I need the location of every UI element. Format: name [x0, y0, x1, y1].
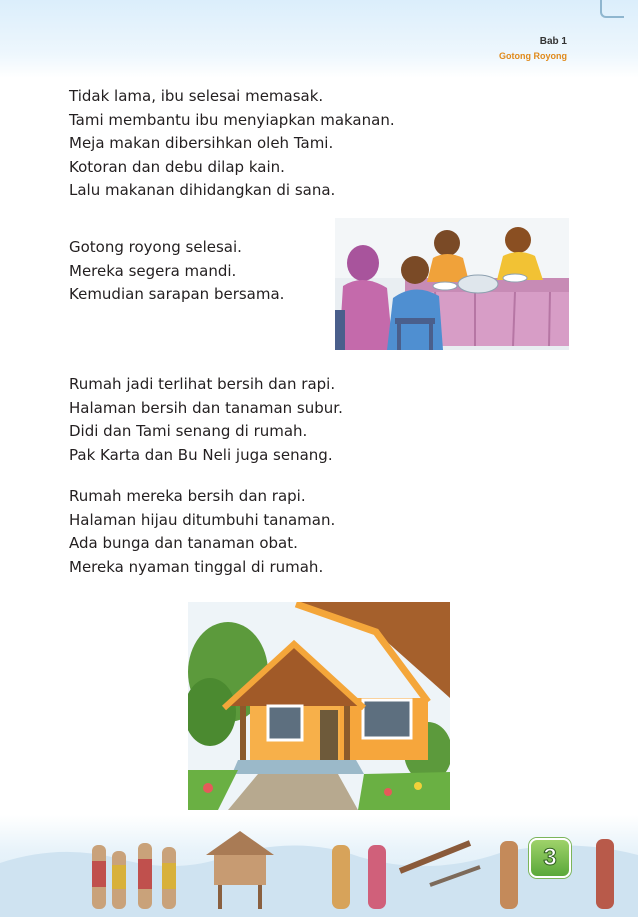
- page-number-badge: [529, 838, 571, 878]
- text-line: Lalu makanan dihidangkan di sana.: [69, 181, 336, 199]
- paragraph-2: [69, 236, 284, 307]
- breakfast-illustration: [335, 218, 569, 350]
- paragraph-4: [69, 485, 335, 579]
- chapter-header: [499, 35, 567, 63]
- text-line: Halaman hijau ditumbuhi tanaman.: [69, 510, 336, 529]
- text-line: Ada bunga dan tanaman obat.: [69, 534, 298, 552]
- text-line: Pak Karta dan Bu Neli juga senang.: [69, 445, 333, 464]
- house-illustration: [188, 602, 450, 810]
- text-line: Gotong royong selesai.: [69, 238, 242, 256]
- chapter-title: Gotong Royong: [499, 51, 567, 61]
- family-breakfast-image: [335, 218, 569, 350]
- chapter-number: Bab 1: [539, 36, 567, 47]
- text-line: Rumah jadi terlihat bersih dan rapi.: [69, 375, 336, 393]
- paragraph-3: [69, 373, 343, 467]
- paragraph-1: [69, 85, 395, 203]
- text-line: Mereka nyaman tinggal di rumah.: [69, 557, 324, 576]
- page-number: 3: [543, 844, 557, 871]
- corner-mark: [600, 0, 624, 18]
- text-line: Mereka segera mandi.: [69, 261, 237, 280]
- text-line: Tami membantu ibu menyiapkan makanan.: [69, 110, 395, 129]
- text-line: Rumah mereka bersih dan rapi.: [69, 487, 306, 505]
- house-image: [188, 602, 450, 810]
- text-line: Tidak lama, ibu selesai memasak.: [69, 87, 324, 105]
- text-line: Kemudian sarapan bersama.: [69, 285, 285, 303]
- text-line: Kotoran dan debu dilap kain.: [69, 157, 285, 176]
- text-line: Halaman bersih dan tanaman subur.: [69, 398, 343, 417]
- text-line: Meja makan dibersihkan oleh Tami.: [69, 134, 334, 152]
- text-line: Didi dan Tami senang di rumah.: [69, 422, 308, 440]
